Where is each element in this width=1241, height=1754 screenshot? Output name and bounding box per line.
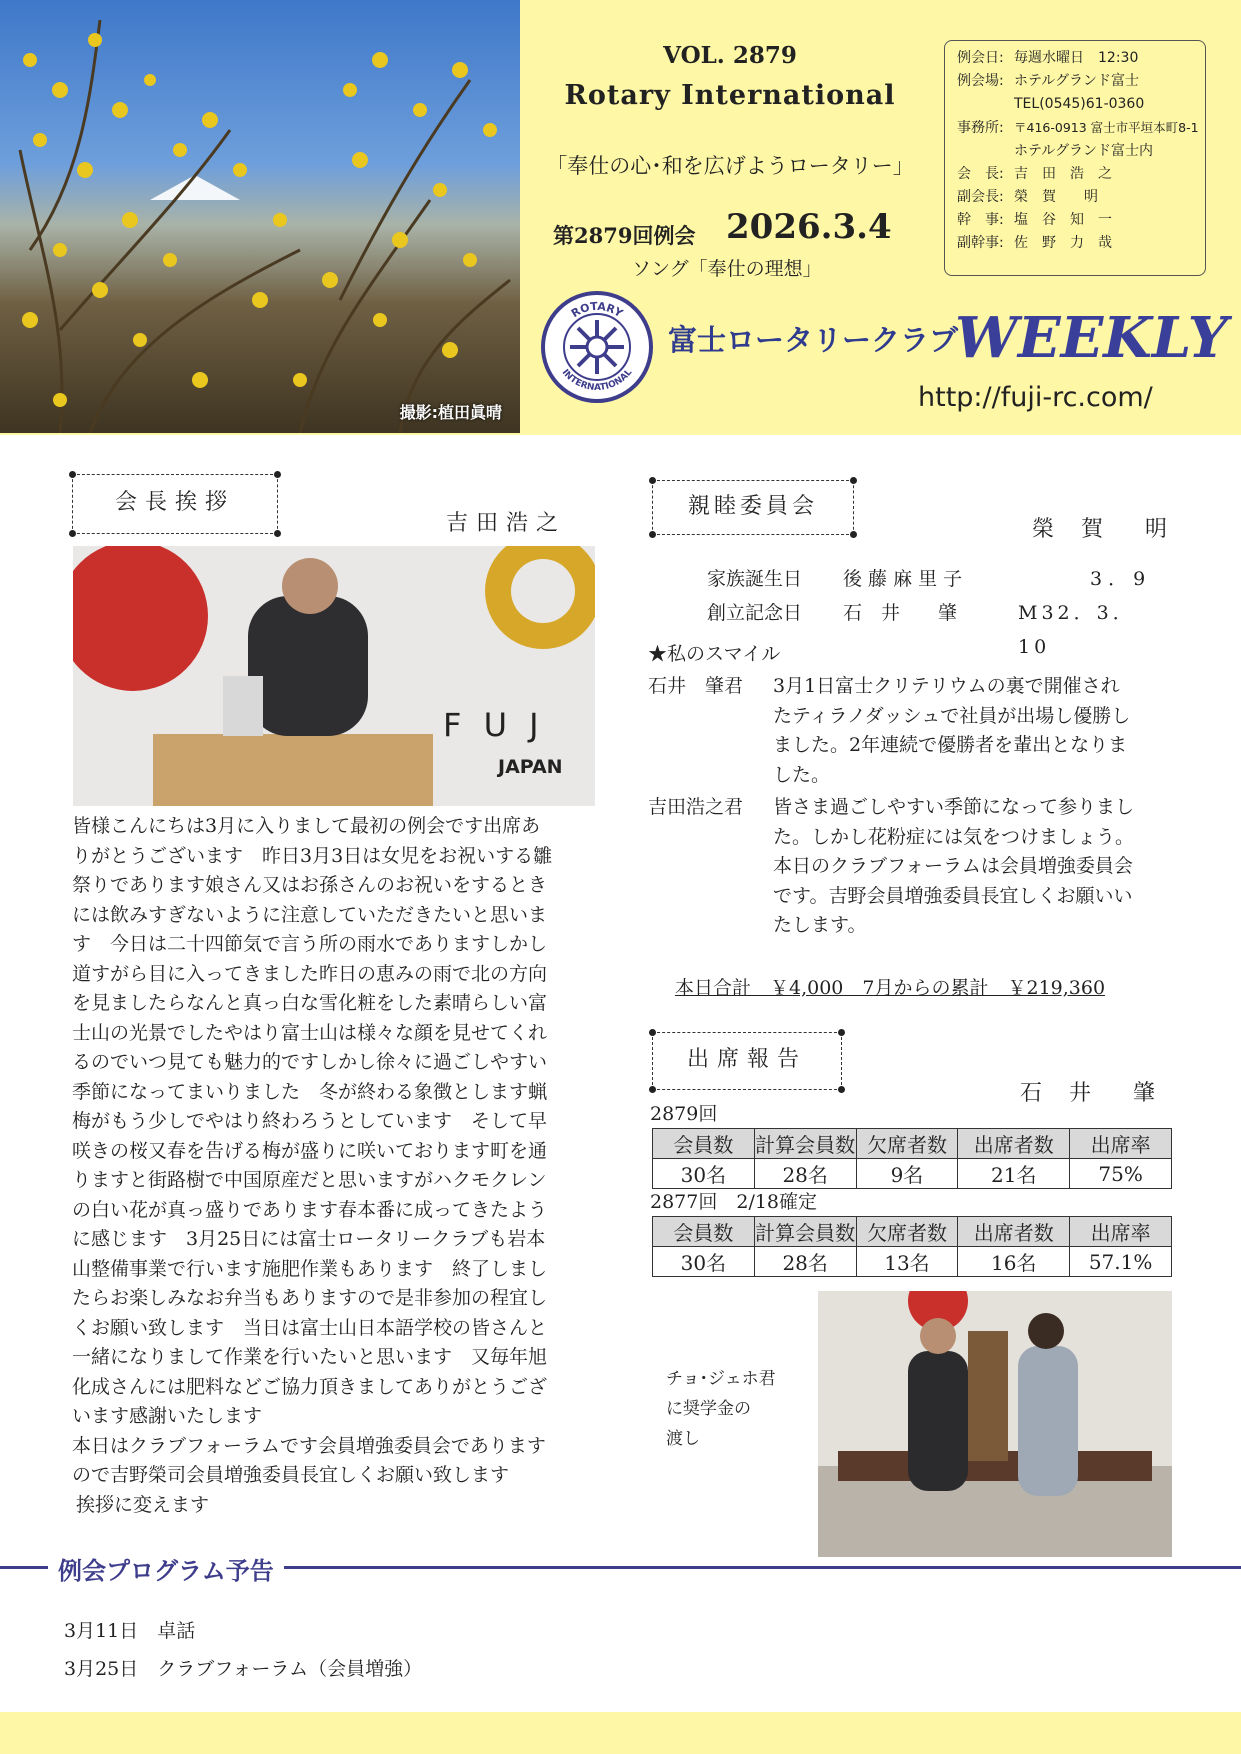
table-cell: 28名 (754, 1247, 856, 1277)
greeting-photo (73, 546, 595, 806)
attendance-heading: 出席報告 (686, 1047, 807, 1072)
weekly-title: WEEKLY (955, 305, 1228, 371)
table-cell: 16名 (958, 1247, 1070, 1277)
table-header: 出席者数 (958, 1129, 1070, 1159)
greeting-line: 山整備事業で行います施肥作業もあります 終了しまし (72, 1257, 548, 1280)
greeting-line: りますと街路樹で中国原産だと思いますがハクモクレン (72, 1169, 547, 1191)
greeting-line: す 今日は二十四節気で言う所の雨水でありますしかし (72, 933, 548, 955)
table-header: 欠席者数 (856, 1129, 958, 1159)
footer-bar (0, 1712, 1241, 1754)
fellowship-heading: 親睦委員会 (687, 494, 818, 519)
attendance-author: 石 井 肇 (1020, 1081, 1165, 1106)
greeting-line: 季節になってまいりました 冬が終わる象徴とします蝋 (72, 1080, 548, 1103)
organization-name: Rotary International (564, 80, 896, 111)
table-cell: 9名 (856, 1159, 958, 1189)
caption-line: 渡し (666, 1429, 700, 1449)
smile-list (648, 672, 1183, 941)
caption-line: チョ･ジェホ君 (666, 1369, 776, 1389)
smile-line: 本日のクラブフォーラムは会員増強委員会 (773, 855, 1133, 877)
table-header: 出席者数 (958, 1217, 1070, 1247)
info-vice-label: 副会長: (957, 189, 1004, 205)
smile-entry (648, 672, 1183, 790)
founding-row (707, 596, 1167, 658)
program-item: 3月25日 クラブフォーラム（会員増強） (64, 1658, 423, 1680)
header-photo (0, 0, 520, 433)
club-info-box (944, 40, 1206, 276)
logo-text-top: ROTARY (568, 299, 626, 321)
club-name: 富士ロータリークラブ (668, 323, 959, 357)
motto: 「奉仕の心･和を広げようロータリー」 (546, 154, 914, 178)
table-header: 会員数 (653, 1217, 755, 1247)
photo-text-japan: JAPAN (498, 756, 563, 778)
smile-line: ました。2年連続で優勝者を輩出となりま (773, 734, 1128, 756)
scholarship-photo (818, 1291, 1172, 1557)
table-cell: 75% (1070, 1159, 1172, 1189)
table-cell: 13名 (856, 1247, 958, 1277)
birthday-name: 後 藤 麻 里 子 (843, 568, 963, 590)
smile-name: 石井 肇君 (648, 675, 744, 697)
info-secretary-value: 塩 谷 知 一 (1014, 212, 1112, 228)
info-president-value: 吉 田 浩 之 (1014, 166, 1112, 182)
logo-text-bottom: INTERNATIONAL (559, 367, 635, 394)
greeting-line: には飲みすぎないように注意していただきたいと思いま (72, 903, 548, 926)
birthday-row (707, 562, 1167, 596)
photo-text-fuji: F U J (443, 706, 545, 744)
table-header: 計算会員数 (754, 1217, 856, 1247)
caption-line: に奨学金の (666, 1399, 751, 1419)
greeting-line: 皆様こんにちは3月に入りまして最初の例会です出席あ (72, 815, 541, 837)
wintersweet-illustration (0, 0, 520, 433)
smile-name: 吉田浩之君 (648, 796, 744, 818)
fellowship-author: 榮 賀 明 (1032, 517, 1177, 542)
website-link[interactable]: http://fuji-rc.com/ (918, 382, 1153, 413)
rotary-logo (540, 290, 655, 409)
attendance-table-2877 (652, 1216, 1172, 1277)
greeting-line: ので吉野榮司会員増強委員長宜しくお願い致します (72, 1464, 510, 1486)
founding-date: M32．3．10 (1018, 602, 1136, 658)
volume-number: VOL. 2879 (663, 42, 797, 69)
info-office-value: 〒416-0913 富士市平垣本町8-1 (1014, 120, 1199, 135)
info-president-label: 会 長: (957, 166, 1004, 182)
greeting-author: 吉田浩之 (446, 511, 567, 536)
greeting-line: 祭りであります娘さん又はお孫さんのお祝いをするとき (72, 874, 548, 896)
table-cell: 57.1% (1070, 1247, 1172, 1277)
info-vice-value: 榮 賀 明 (1014, 189, 1098, 205)
info-day-value: 毎週水曜日 12:30 (1014, 50, 1139, 66)
info-secretary-label: 幹 事: (957, 212, 1004, 228)
anniversary-list (707, 562, 1167, 658)
program-item: 3月11日 卓話 (64, 1620, 196, 1642)
greeting-line: 士山の光景でしたやはり富士山は様々な顔を見せてくれ (72, 1021, 548, 1044)
greeting-line: 一緒になりまして作業を行いたいと思います 又毎年旭 (72, 1346, 548, 1368)
smile-total: 本日合計 ￥4,000 7月からの累計 ￥219,360 (675, 977, 1106, 999)
greeting-heading: 会長挨拶 (114, 490, 235, 515)
greeting-line: くお願い致します 当日は富士山日本語学校の皆さんと (72, 1316, 548, 1339)
smile-title: ★私のスマイル (648, 643, 781, 665)
greeting-line: りがとうございます 昨日3月3日は女児をお祝いする雛 (72, 844, 553, 867)
smile-line: 3月1日富士クリテリウムの裏で開催され (773, 675, 1120, 697)
program-list (64, 1612, 422, 1688)
photo-credit: 撮影:植田眞晴 (399, 403, 502, 422)
info-office-value2: ホテルグランド富士内 (1014, 143, 1154, 159)
birthday-date: 3．9 (1090, 568, 1152, 590)
info-day-label: 例会日: (957, 50, 1004, 66)
table-header: 出席率 (1070, 1129, 1172, 1159)
smile-entry (648, 793, 1183, 941)
meeting-number: 第2879回例会 (553, 223, 696, 248)
smile-line: した。 (773, 763, 831, 786)
smile-line: です。吉野会員増強委員長宜しくお願いい (773, 884, 1133, 907)
founding-name: 石 井 肇 (843, 602, 958, 624)
meeting-date: 2026.3.4 (726, 207, 892, 247)
program-title: 例会プログラム予告 (48, 1551, 284, 1586)
greeting-heading-box (72, 474, 278, 534)
attendance-heading-box (652, 1032, 842, 1090)
smile-line: 皆さま過ごしやすい季節になって参りまし (773, 796, 1135, 818)
info-tel: TEL(0545)61-0360 (1014, 96, 1145, 112)
song: ソング「奉仕の理想」 (632, 258, 822, 280)
greeting-line: を見ましたらなんと真っ白な雪化粧をした素晴らしい富 (72, 992, 548, 1014)
table-cell: 28名 (754, 1159, 856, 1189)
founding-label: 創立記念日 (707, 602, 803, 624)
info-vice-secretary-label: 副幹事: (957, 235, 1004, 251)
table1-label: 2879回 (650, 1103, 718, 1125)
table-header: 計算会員数 (754, 1129, 856, 1159)
smile-line: た。しかし花粉症には気をつけましょう。 (773, 825, 1135, 848)
greeting-line: たらお楽しみなお弁当もありますので是非参加の程宜し (72, 1287, 548, 1309)
table-header: 会員数 (653, 1129, 755, 1159)
greeting-line: 挨拶に変えます (76, 1493, 210, 1516)
greeting-line: の白い花が真っ盛りであります春本番に成ってきたよう (72, 1198, 548, 1221)
greeting-body (72, 812, 607, 1520)
smile-line: たします。 (773, 914, 867, 936)
smile-line: たティラノダッシュで社員が出場し優勝し (773, 704, 1131, 727)
greeting-line: 道すがら目に入ってきました昨日の恵みの雨で北の方向 (72, 962, 548, 985)
smile-text (773, 672, 1168, 790)
greeting-line: に感じます 3月25日には富士ロータリークラブも岩本 (72, 1228, 546, 1250)
greeting-line: 咲きの桜又春を告げる梅が盛りに咲いております町を通 (72, 1139, 548, 1162)
table-cell: 30名 (653, 1159, 755, 1189)
birthday-label: 家族誕生日 (707, 568, 803, 590)
greeting-line: 梅がもう少しでやはり終わろうとしています そして早 (72, 1110, 548, 1132)
fellowship-heading-box (652, 480, 854, 535)
table2-label: 2877回 2/18確定 (650, 1191, 818, 1213)
table-header: 出席率 (1070, 1217, 1172, 1247)
info-vice-secretary-value: 佐 野 力 哉 (1014, 235, 1112, 251)
greeting-line: 化成さんには肥料などご協力頂きましてありがとうござ (72, 1375, 548, 1398)
scholarship-caption (666, 1364, 776, 1454)
info-place-label: 例会場: (957, 73, 1004, 89)
greeting-line: るのでいつ見ても魅力的ですしかし徐々に過ごしやすい (72, 1051, 548, 1073)
table-cell: 21名 (958, 1159, 1070, 1189)
table-cell: 30名 (653, 1247, 755, 1277)
info-place-value: ホテルグランド富士 (1014, 73, 1140, 89)
smile-text (773, 793, 1168, 941)
greeting-line: 本日はクラブフォーラムです会員増強委員会であります (72, 1434, 546, 1457)
greeting-line: います感謝いたします (72, 1405, 263, 1427)
table-header: 欠席者数 (856, 1217, 958, 1247)
info-office-label: 事務所: (957, 120, 1004, 136)
attendance-table-2879 (652, 1128, 1172, 1189)
